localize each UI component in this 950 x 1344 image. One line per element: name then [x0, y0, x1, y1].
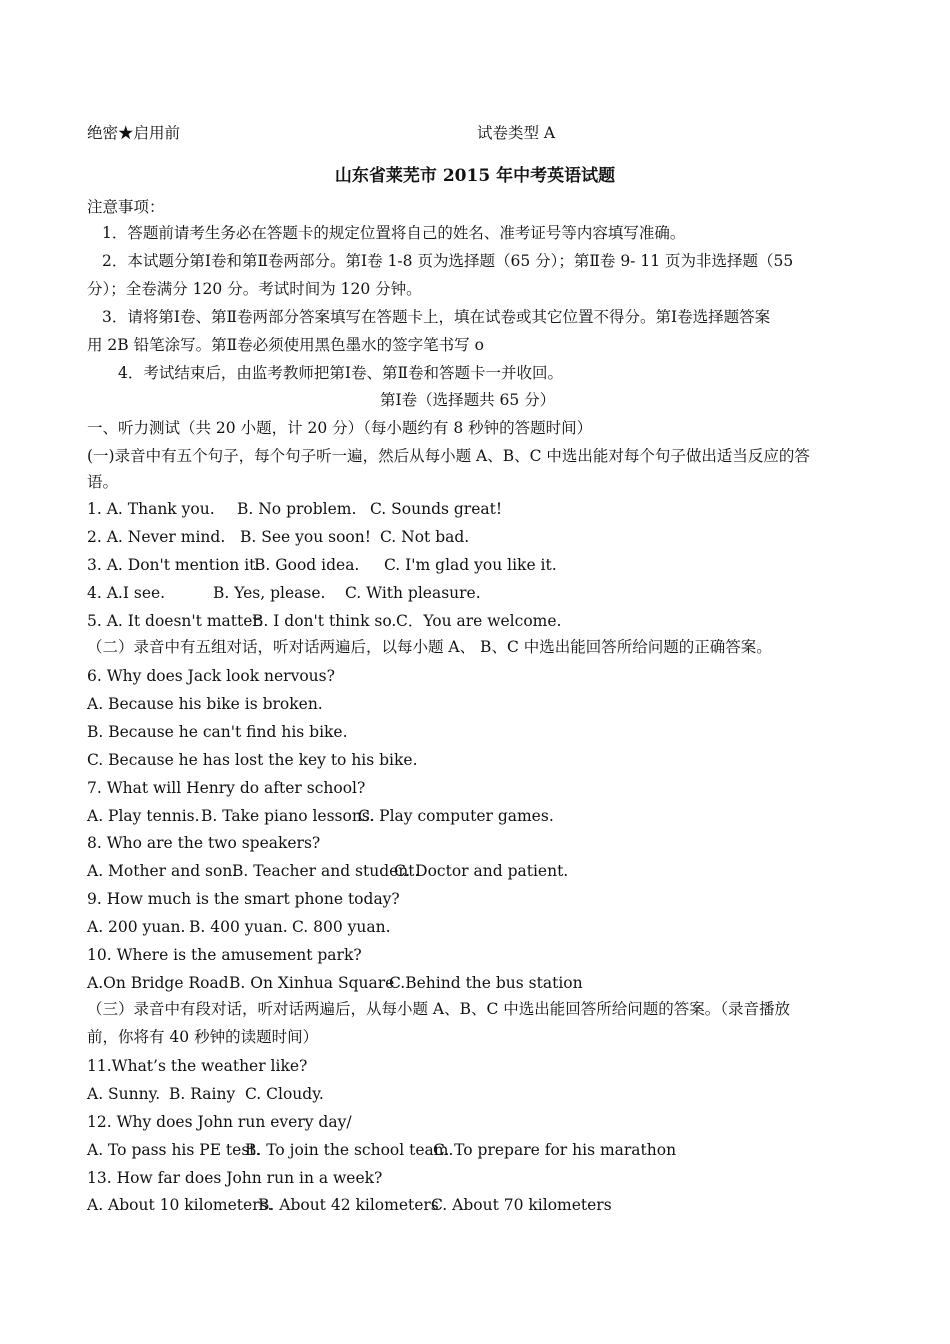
q10-option-b: B. On Xinhua Square — [229, 974, 395, 992]
secret-label: 绝密★启用前 — [87, 124, 181, 142]
q10-option-c: C.Behind the bus station — [389, 974, 583, 992]
q9-option-a: A. 200 yuan. — [87, 918, 186, 936]
q6-option-b: B. Because he can't find his bike. — [87, 723, 348, 741]
notice-item-3a: 3．请将第Ⅰ卷、第Ⅱ卷两部分答案填写在答题卡上，填在试卷或其它位置不得分。第Ⅰ卷选择题答案 — [102, 308, 771, 326]
q7-option-c: C. Play computer games. — [358, 807, 554, 825]
q6-option-c: C. Because he has lost the key to his bike. — [87, 751, 418, 769]
q1-option-a: 1. A. Thank you. — [87, 500, 215, 518]
notice-item-1: 1．答题前请考生务必在答题卡的规定位置将自己的姓名、准考证号等内容填写准确。 — [102, 224, 686, 242]
q12-option-b: B. To join the school team. — [245, 1141, 454, 1159]
q8-option-a: A. Mother and son. — [87, 862, 238, 880]
q5-option-c: C．You are welcome. — [396, 612, 562, 630]
q8-question: 8. Who are the two speakers? — [87, 834, 321, 852]
q1-option-c: C. Sounds great! — [370, 500, 503, 518]
section2-instr: （二）录音中有五组对话，听对话两遍后，以每小题 A、 B、C 中选出能回答所给问题的正确答案。 — [87, 638, 772, 656]
q5-option-a: 5. A. It doesn't matter. — [87, 612, 264, 630]
q12-option-c: C. To prepare for his marathon — [433, 1141, 677, 1159]
q2-option-a: 2. A. Never mind. — [87, 528, 226, 546]
q8-option-b: B. Teacher and student. — [232, 862, 420, 880]
notice-item-3b: 用 2B 铅笔涂写。第Ⅱ卷必须使用黑色墨水的签字笔书写 o — [87, 336, 484, 354]
q13-question: 13. How far does John run in a week? — [87, 1169, 383, 1187]
q6-option-a: A. Because his bike is broken. — [87, 695, 323, 713]
q7-question: 7. What will Henry do after school? — [87, 779, 366, 797]
q13-option-b: B. About 42 kilometers — [258, 1196, 439, 1214]
q4-option-c: C. With pleasure. — [345, 584, 481, 602]
notice-heading: 注意事项： — [87, 198, 165, 216]
q11-option-a: A. Sunny. — [87, 1085, 161, 1103]
section1-title: 一、听力测试（共 20 小题，计 20 分）（每小题约有 8 秒钟的答题时间） — [87, 419, 593, 437]
q6-question: 6. Why does Jack look nervous? — [87, 667, 335, 685]
q8-option-c: C. Doctor and patient. — [394, 862, 569, 880]
q9-option-b: B. 400 yuan. — [189, 918, 288, 936]
notice-item-2b: 分）；全卷满分 120 分。考试时间为 120 分钟。 — [87, 280, 422, 298]
q9-option-c: C. 800 yuan. — [292, 918, 391, 936]
page-title: 山东省莱芜市 2015 年中考英语试题 — [334, 166, 616, 186]
q11-question: 11.What’s the weather like? — [87, 1057, 308, 1075]
q13-option-c: C. About 70 kilometers — [431, 1196, 612, 1214]
part1-title: 第Ⅰ卷（选择题共 65 分） — [380, 391, 556, 409]
q12-question: 12. Why does John run every day/ — [87, 1113, 352, 1131]
section1-instr-a: (一)录音中有五个句子，每个句子听一遍，然后从每小题 A、B、C 中选出能对每个句子做出适当反应的答 — [87, 447, 810, 465]
q7-option-a: A. Play tennis. — [87, 807, 200, 825]
q3-option-b: B. Good idea. — [254, 556, 360, 574]
notice-item-4: 4．考试结束后，由监考教师把第Ⅰ卷、第Ⅱ卷和答题卡一并收回。 — [118, 364, 564, 382]
q11-option-c: C. Cloudy. — [245, 1085, 324, 1103]
q2-option-b: B. See you soon! — [240, 528, 371, 546]
paper-type-label: 试卷类型 A — [477, 124, 556, 142]
q4-option-b: B. Yes, please. — [213, 584, 326, 602]
q3-option-a: 3. A. Don't mention it. — [87, 556, 261, 574]
q10-question: 10. Where is the amusement park? — [87, 946, 362, 964]
section3-instr-a: （三）录音中有段对话，听对话两遍后，从每小题 A、B、C 中选出能回答所给问题的答案。（录音播放 — [87, 1000, 791, 1018]
q4-option-a: 4. A.I see. — [87, 584, 166, 602]
section3-instr-b: 前，你将有 40 秒钟的读题时间） — [87, 1028, 319, 1046]
section1-instr-b: 语。 — [87, 473, 119, 491]
q9-question: 9. How much is the smart phone today? — [87, 890, 400, 908]
q12-option-a: A. To pass his PE test. — [87, 1141, 261, 1159]
q1-option-b: B. No problem. — [237, 500, 357, 518]
q13-option-a: A. About 10 kilometers. — [87, 1196, 273, 1214]
q2-option-c: C. Not bad. — [380, 528, 470, 546]
q3-option-c: C. I'm glad you like it. — [384, 556, 557, 574]
notice-item-2a: 2．本试题分第Ⅰ卷和第Ⅱ卷两部分。第Ⅰ卷 1-8 页为选择题（65 分）；第Ⅱ卷 9- 11 页为非选择题（55 — [102, 252, 794, 270]
q5-option-b: B. I don't think so. — [252, 612, 397, 630]
q10-option-a: A.On Bridge Road — [87, 974, 229, 992]
q11-option-b: B. Rainy — [169, 1085, 236, 1103]
q7-option-b: B. Take piano lessons. — [201, 807, 375, 825]
